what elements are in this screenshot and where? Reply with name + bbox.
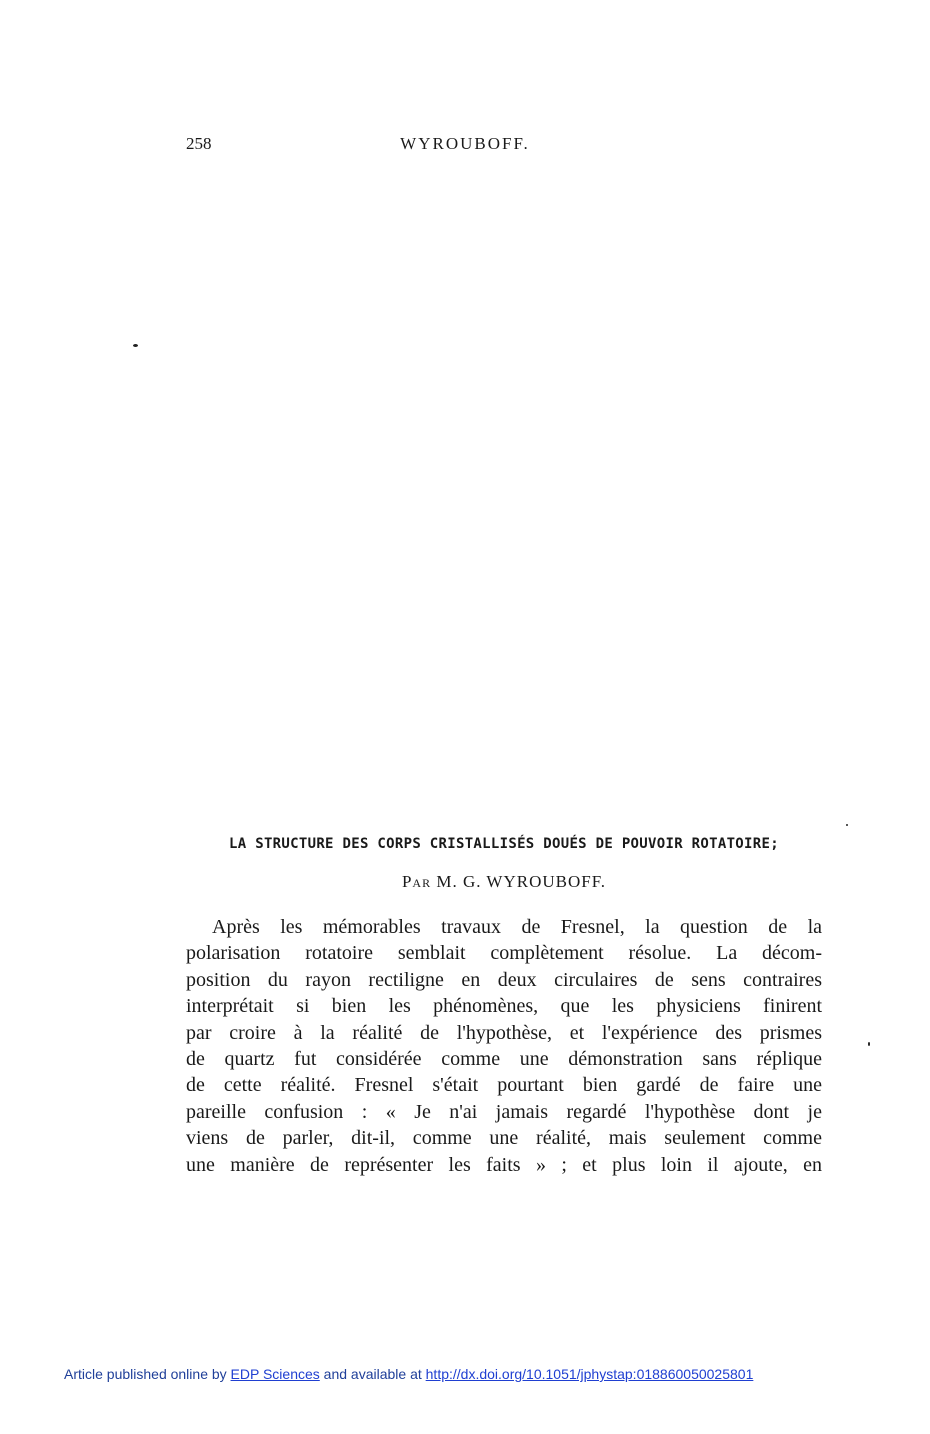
body-line: pareille confusion : « Je n'ai jamais regardé l'hypothèse dont je [186,1100,822,1123]
body-line: de cette réalité. Fresnel s'était pourtant bien gardé de faire une [186,1074,822,1097]
body-text [186,914,822,1178]
body-line: viens de parler, dit-il, comme une réalité, mais seulement comme [186,1127,822,1150]
author-name: M. G. WYROUBOFF. [436,872,607,891]
ink-speck [868,1042,870,1046]
doi-link[interactable]: http://dx.doi.org/10.1051/jphystap:018860050025801 [425,1366,754,1382]
footer-middle: and available at [323,1366,422,1382]
body-line: par croire à la réalité de l'hypothèse, et l'expérience des prismes [186,1021,822,1044]
publisher-link[interactable]: EDP Sciences [230,1366,320,1382]
ink-speck [846,824,848,826]
body-line: polarisation rotatoire semblait complètement résolue. La décom- [186,942,822,965]
page-number: 258 [186,134,212,153]
body-line: interprétait si bien les phénomènes, que les physiciens finirent [186,995,822,1018]
article-title: LA STRUCTURE DES CORPS CRISTALLISÉS DOUÉS DE POUVOIR ROTATOIRE; [229,836,779,852]
footer-prefix: Article published online by [64,1366,227,1382]
author-line [186,872,822,892]
running-head: WYROUBOFF. [400,134,530,153]
body-line: position du rayon rectiligne en deux circulaires de sens contraires [186,968,822,991]
body-line: une manière de représenter les faits » ; et plus loin il ajoute, en [186,1153,822,1176]
ink-speck [133,344,138,347]
footer [64,1366,753,1382]
body-line: Après les mémorables travaux de Fresnel, la question de la [212,916,822,938]
body-line: de quartz fut considérée comme une démonstration sans réplique [186,1047,822,1070]
author-prefix: Par [401,872,432,891]
